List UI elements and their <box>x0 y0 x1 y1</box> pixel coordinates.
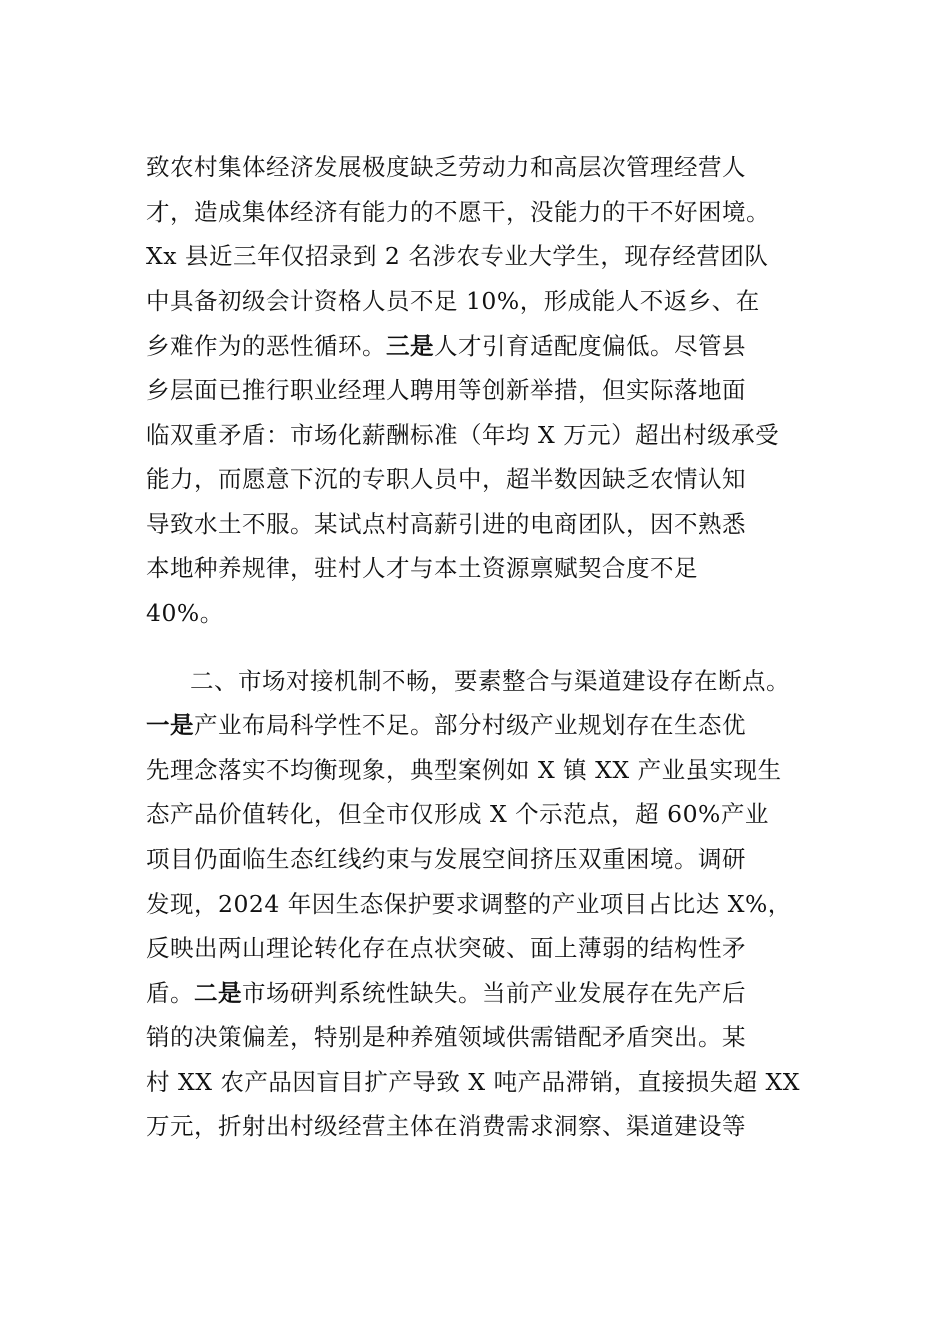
text-line <box>146 152 746 182</box>
text-line <box>146 755 782 785</box>
text-segment: 二、市场对接机制不畅，要素整合与渠道建设存在断点。 <box>190 667 790 695</box>
text-line <box>146 1022 746 1052</box>
text-line <box>146 509 746 539</box>
text-segment: 致农村集体经济发展极度缺乏劳动力和高层次管理经营人 <box>146 153 746 181</box>
text-segment: 村 XX 农产品因盲目扩产导致 X 吨产品滞销，直接损失超 XX <box>146 1068 800 1096</box>
bold-lead-phrase: 三是 <box>386 332 434 360</box>
text-segment: 人才引育适配度偏低。尽管县 <box>434 332 746 360</box>
text-segment: 市场研判系统性缺失。当前产业发展存在先产后 <box>242 979 746 1007</box>
text-segment: 中具备初级会计资格人员不足 10%，形成能人不返乡、在 <box>146 287 760 315</box>
text-line <box>146 1111 746 1141</box>
text-segment: 发现，2024 年因生态保护要求调整的产业项目占比达 X%， <box>146 890 792 918</box>
text-segment: 万元，折射出村级经营主体在消费需求洞察、渠道建设等 <box>146 1112 746 1140</box>
text-segment: 临双重矛盾：市场化薪酬标准（年均 X 万元）超出村级承受 <box>146 421 780 449</box>
text-line <box>146 197 770 227</box>
bold-lead-phrase: 一是 <box>146 711 194 739</box>
text-line <box>146 420 779 450</box>
text-segment: 反映出两山理论转化存在点状突破、面上薄弱的结构性矛 <box>146 934 746 962</box>
text-segment: 乡难作为的恶性循环。 <box>146 332 386 360</box>
text-line <box>146 241 768 271</box>
text-segment: 导致水土不服。某试点村高薪引进的电商团队，因不熟悉 <box>146 510 746 538</box>
bold-lead-phrase: 二是 <box>194 979 242 1007</box>
text-line <box>146 375 746 405</box>
text-segment: 态产品价值转化，但全市仅形成 X 个示范点，超 60%产业 <box>146 800 769 828</box>
text-line <box>146 598 224 628</box>
text-line <box>146 286 760 316</box>
text-line <box>146 331 746 361</box>
text-segment: 销的决策偏差，特别是种养殖领域供需错配矛盾突出。某 <box>146 1023 746 1051</box>
text-line <box>190 666 790 696</box>
text-line <box>146 1067 800 1097</box>
text-line <box>146 889 792 919</box>
text-segment: 先理念落实不均衡现象，典型案例如 X 镇 XX 产业虽实现生 <box>146 756 782 784</box>
text-line <box>146 978 746 1008</box>
text-segment: 才，造成集体经济有能力的不愿干，没能力的干不好困境。 <box>146 198 770 226</box>
text-line <box>146 553 698 583</box>
text-segment: 乡层面已推行职业经理人聘用等创新举措，但实际落地面 <box>146 376 746 404</box>
text-segment: 能力，而愿意下沉的专职人员中，超半数因缺乏农情认知 <box>146 465 746 493</box>
text-segment: 项目仍面临生态红线约束与发展空间挤压双重困境。调研 <box>146 845 746 873</box>
text-line <box>146 844 746 874</box>
text-line <box>146 799 769 829</box>
text-segment: 40%。 <box>146 599 224 627</box>
text-segment: Xx 县近三年仅招录到 2 名涉农专业大学生，现存经营团队 <box>146 242 769 270</box>
text-line <box>146 464 746 494</box>
text-line <box>146 933 746 963</box>
text-segment: 盾。 <box>146 979 194 1007</box>
text-segment: 产业布局科学性不足。部分村级产业规划存在生态优 <box>194 711 746 739</box>
text-line <box>146 710 746 740</box>
text-segment: 本地种养规律，驻村人才与本土资源禀赋契合度不足 <box>146 554 698 582</box>
